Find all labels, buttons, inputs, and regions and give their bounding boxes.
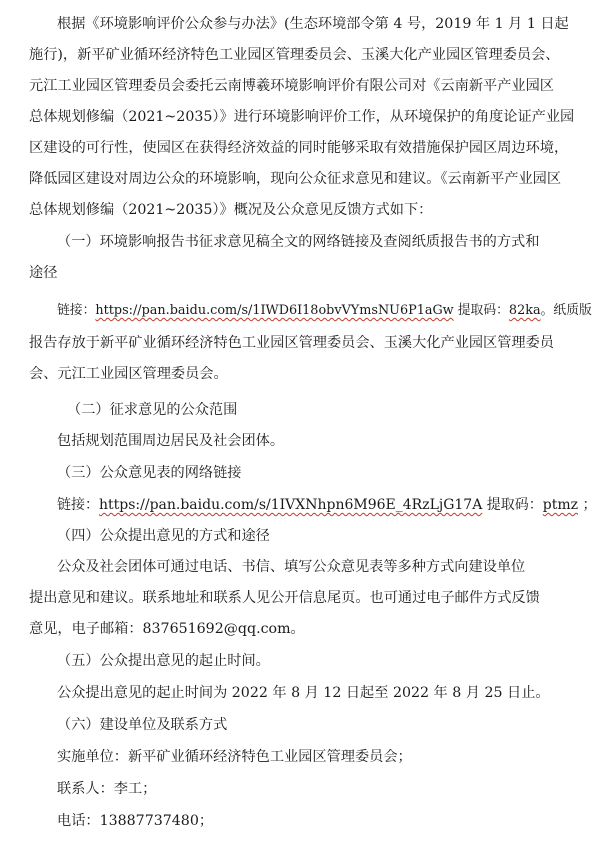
section1-body-line-2: 会、元江工业园区管理委员会。 (29, 366, 228, 382)
section4-body-line-1: 公众及社会团体可通过电话、书信、填写公众意见表等多种方式向建设单位 (57, 559, 526, 575)
section4-heading: （四）公众提出意见的方式和途径 (57, 528, 270, 544)
section4-body-line-3: 意见，电子邮箱：837651692@qq.com。 (29, 621, 305, 637)
section3-code-value: ptmz (542, 497, 579, 513)
section1-code-value: 82ka (508, 303, 541, 318)
section1-link-line (57, 301, 592, 321)
section1-body-line-1: 报告存放于新平矿业循环经济特色工业园区管理委员会、玉溪大化产业园区管理委员 (29, 335, 554, 351)
section6-contact: 联系人：李工； (57, 781, 157, 797)
section3-link-suffix: ； (582, 497, 597, 513)
section3-heading: （三）公众意见表的网络链接 (57, 465, 242, 481)
section2-body: 包括规划范围周边居民及社会团体。 (57, 433, 285, 449)
section3-link-line (57, 495, 596, 515)
section6-unit: 实施单位：新平矿业循环经济特色工业园区管理委员会； (57, 749, 412, 765)
section3-link-prefix: 链接： (57, 497, 99, 513)
section2-heading: （二）征求意见的公众范围 (67, 402, 238, 418)
section1-heading-line-2: 途径 (29, 265, 58, 281)
section1-link-suffix: 。纸质版 (540, 303, 592, 318)
intro-line-4: 总体规划修编（2021~2035）》进行环境影响评价工作，从环境保护的角度论证产业园 (29, 109, 575, 125)
section1-link-prefix: 链接： (57, 303, 96, 318)
section1-link-url[interactable]: https://pan.baidu.com/s/1IWD6I18obvVYmsNU6P1aGw (95, 303, 454, 318)
section4-body-line-2: 提出意见和建议。联系地址和联系人见公开信息尾页。也可通过电子邮件方式反馈 (29, 590, 540, 606)
section1-code-label: 提取码： (457, 303, 509, 318)
intro-line-5: 区建设的可行性，使园区在获得经济效益的同时能够采取有效措施保护园区周边环境， (29, 140, 569, 156)
section6-phone: 电话：13887737480； (57, 813, 214, 829)
intro-line-7: 总体规划修编（2021~2035）》概况及公众意见反馈方式如下： (29, 202, 433, 218)
intro-line-6: 降低园区建设对周边公众的环境影响，现向公众征求意见和建议。《云南新平产业园区 (29, 171, 562, 187)
section1-heading-line-1: （一）环境影响报告书征求意见稿全文的网络链接及查阅纸质报告书的方式和 (57, 234, 540, 250)
section6-heading: （六）建设单位及联系方式 (57, 717, 228, 733)
section5-body: 公众提出意见的起止时间为 2022 年 8 月 12 日起至 2022 年 8 月 25 日止。 (57, 685, 550, 701)
intro-line-2: 施行)，新平矿业循环经济特色工业园区管理委员会、玉溪大化产业园区管理委员会、 (29, 47, 560, 63)
intro-line-3: 元江工业园区管理委员会委托云南博羲环境影响评价有限公司对《云南新平产业园区 (29, 78, 554, 94)
section3-code-label: 提取码： (486, 497, 543, 513)
section5-heading: （五）公众提出意见的起止时间。 (57, 653, 270, 669)
intro-line-1: 根据《环境影响评价公众参与办法》(生态环境部令第 4 号，2019 年 1 月 1 日起 (57, 16, 569, 32)
section3-link-url[interactable]: https://pan.baidu.com/s/1IVXNhpn6M96E_4RzLjG17A (99, 497, 483, 513)
